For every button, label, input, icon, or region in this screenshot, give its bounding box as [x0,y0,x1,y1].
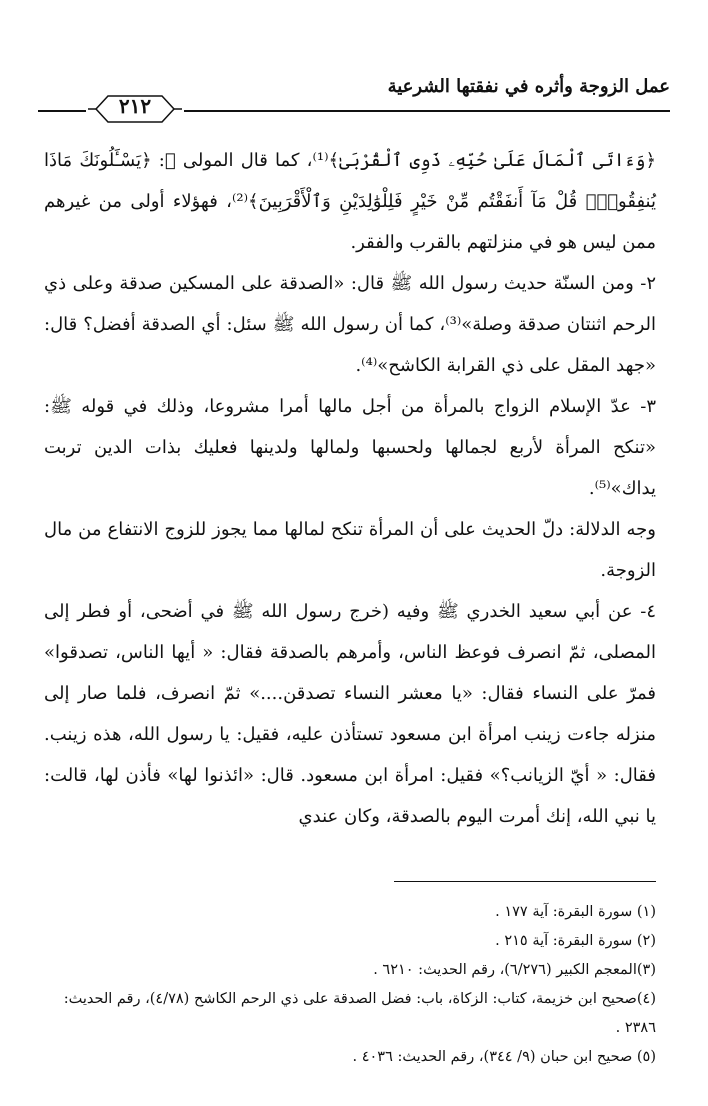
header-title: عمل الزوجة وأثره في نفقتها الشرعية [387,76,670,97]
paragraph-1: ﴿وَءَاتَى ٱلْمَالَ عَلَىٰ حُبِّهِۦ ذَوِى ٱلْقُرْبَىٰ﴾⁽¹⁾، كما قال المولى ﷻ: ﴿يَسْـَٔلُونَكَ مَاذَا يُنفِقُونَۖ قُلْ مَآ أَنفَقْتُم مِّنْ خَيْرٍ فَلِلْوَٰلِدَيْنِ وَٱلْأَقْرَبِينَ﴾⁽²⁾، فهؤلاء أولى من غيرهم ممن ليس هو في منزلتهم بالقرب والفقر. [44,150,657,253]
footnote-2: (٢) سورة البقرة: آية ٢١٥ . [495,933,656,949]
page-number-ornament [86,92,184,126]
paragraph-4: وجه الدلالة: دلّ الحديث على أن المرأة تنكح لمالها مما يجوز للزوج الانتفاع من مال الزوجة. [44,519,656,581]
footnote-separator [394,881,656,882]
footnote-3: (٣)المعجم الكبير (٦/٢٧٦)، رقم الحديث: ٦٢١٠ . [373,962,656,978]
footnote-5: (٥) صحيح ابن حبان (٩/ ٣٤٤)، رقم الحديث: ٤٠٣٦ . [352,1049,656,1065]
body-text [44,140,656,837]
paragraph-5: ٤- عن أبي سعيد الخدري ﷺ وفيه (خرج رسول الله ﷺ في أضحى، أو فطر إلى المصلى، ثمّ انصرف فوعظ الناس، وأمرهم بالصدقة فقال: « أيها الناس، تصدقوا» فمرّ على النساء فقال: «يا معشر النساء تصدقن....» ثمّ انصرف، فلما صار إلى منزله جاءت زينب امرأة ابن مسعود تستأذن عليه، فقيل: يا رسول الله، هذه زينب. فقال: « أيّ الزيانب؟» فقيل: امرأة ابن مسعود. قال: «ائذنوا لها» فأذن لها، قالت: يا نبي الله، إنك أمرت اليوم بالصدقة، وكان عندي [44,601,656,827]
footnote-4: (٤)صحيح ابن خزيمة، كتاب: الزكاة، باب: فضل الصدقة على ذي الرحم الكاشح (٤/٧٨)، رقم الحديث: ٢٣٨٦ . [63,991,656,1036]
footnote-1: (١) سورة البقرة: آية ١٧٧ . [495,904,656,920]
page-number: ٢١٢ [118,94,152,118]
paragraph-2: ٢- ومن السنّة حديث رسول الله ﷺ قال: «الصدقة على المسكين صدقة وعلى ذي الرحم اثنتان صدقة وصلة»⁽³⁾، كما أن رسول الله ﷺ سئل: أي الصدقة أفضل؟ قال: «جهد المقل على ذي القرابة الكاشح»⁽⁴⁾. [44,273,656,376]
footnotes [44,898,656,1072]
paragraph-3: ٣- عدّ الإسلام الزواج بالمرأة من أجل مالها أمرا مشروعا، وذلك في قوله ﷺ: «تنكح المرأة لأربع لجمالها ولحسبها ولمالها ولدينها فعليك بذات الدين تربت يداك»⁽⁵⁾. [44,396,656,499]
running-header [38,70,670,122]
